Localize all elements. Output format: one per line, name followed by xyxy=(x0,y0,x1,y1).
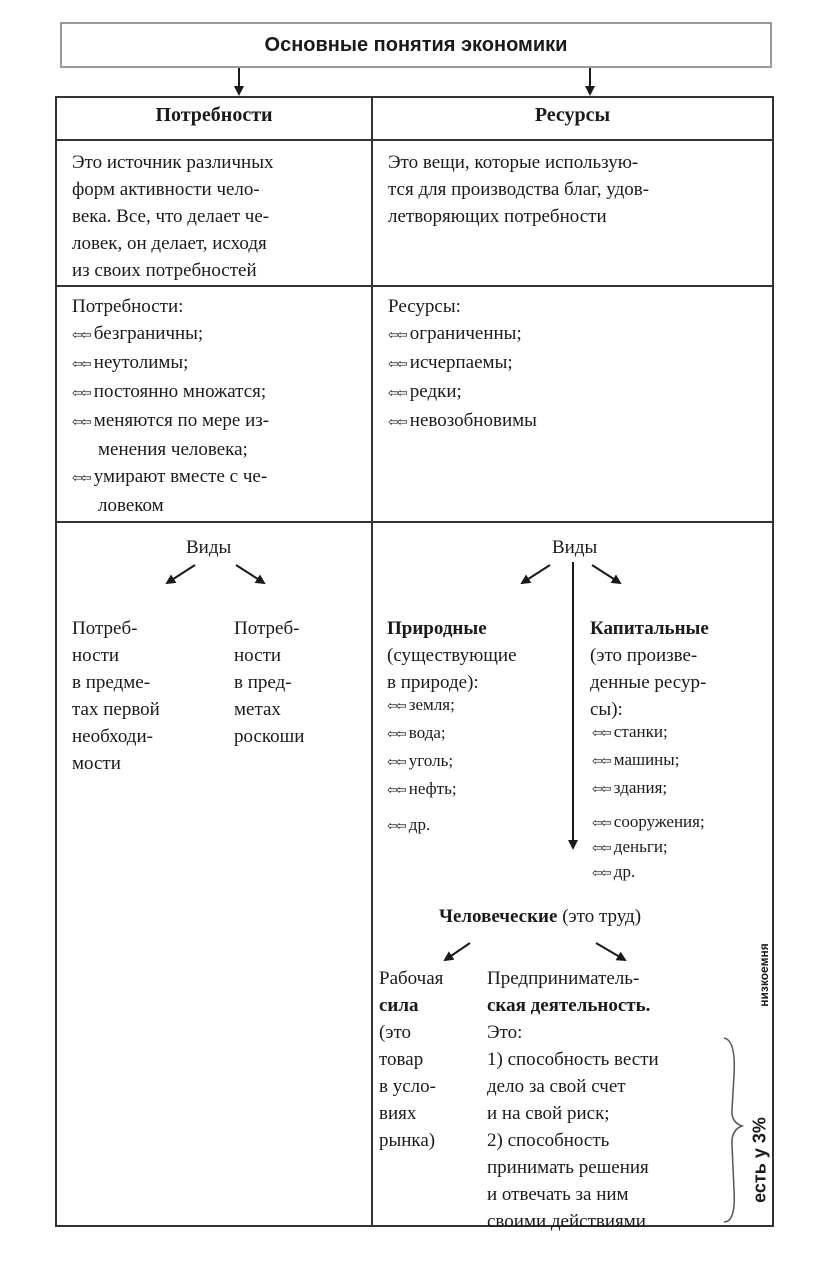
needs-kinds-label: Виды xyxy=(186,537,232,558)
double-left-arrow-icon: ⇦⇦ xyxy=(388,386,406,401)
natural-items xyxy=(387,692,457,840)
double-left-arrow-icon: ⇦⇦ xyxy=(592,816,610,831)
double-left-arrow-icon: ⇦⇦ xyxy=(592,866,610,881)
capital-resources: Капитальные (это произве- денные ресур- сы): xyxy=(590,615,709,723)
list-item: ⇦⇦ безграничны; xyxy=(72,323,204,344)
list-item: ⇦⇦ уголь; xyxy=(387,751,454,770)
double-left-arrow-icon: ⇦⇦ xyxy=(387,783,405,798)
list-item: ⇦⇦ нефть; xyxy=(387,779,457,798)
human-resources xyxy=(439,903,641,930)
double-left-arrow-icon: ⇦⇦ xyxy=(388,328,406,343)
resources-properties xyxy=(388,293,537,436)
human-title: Человеческие xyxy=(439,906,558,927)
resources-header: Ресурсы xyxy=(534,104,611,126)
double-left-arrow-icon: ⇦⇦ xyxy=(387,755,405,770)
list-item: ⇦⇦ др. xyxy=(387,815,431,834)
list-item: ⇦⇦ редки; xyxy=(388,381,462,402)
capital-items xyxy=(592,719,705,887)
double-left-arrow-icon: ⇦⇦ xyxy=(72,328,90,343)
capital-title: Капитальные xyxy=(590,618,709,639)
double-left-arrow-icon: ⇦⇦ xyxy=(387,819,405,834)
needs-properties: Потребности: ⇦⇦ безграничны; ⇦⇦ неутолимы; ⇦⇦ постоянно множатся; ⇦⇦ меняются по мере из- менения человека; ⇦⇦ умирают вместе с че- ловеком xyxy=(72,293,269,519)
list-item: ⇦⇦ меняются по мере из- xyxy=(72,410,270,431)
side-note-bottom: есть у 3% xyxy=(749,1117,770,1203)
double-left-arrow-icon: ⇦⇦ xyxy=(72,357,90,372)
resources-properties-title: Ресурсы: xyxy=(388,296,461,317)
human-note: (это труд) xyxy=(562,906,642,927)
list-item: ⇦⇦ др. xyxy=(592,862,636,881)
double-left-arrow-icon: ⇦⇦ xyxy=(388,357,406,372)
list-item: ⇦⇦ земля; xyxy=(387,695,455,714)
page-title: Основные понятия экономики xyxy=(60,22,772,68)
list-item: ⇦⇦ машины; xyxy=(592,750,680,769)
curly-brace xyxy=(724,1038,742,1222)
needs-properties-title: Потребности: xyxy=(72,296,184,317)
double-left-arrow-icon: ⇦⇦ xyxy=(388,415,406,430)
natural-resources: Природные (существующие в природе): xyxy=(387,615,517,696)
resources-kinds-label: Виды xyxy=(552,537,598,558)
needs-header: Потребности xyxy=(155,104,273,126)
double-left-arrow-icon: ⇦⇦ xyxy=(72,471,90,486)
labor-force: Рабочая сила (это товар в усло- виях рынка) xyxy=(379,968,444,1151)
list-item: ⇦⇦ деньги; xyxy=(592,837,668,856)
list-item: ⇦⇦ ограниченны; xyxy=(388,323,522,344)
double-left-arrow-icon: ⇦⇦ xyxy=(72,386,90,401)
list-item: ⇦⇦ невозобновимы xyxy=(388,410,537,431)
needs-first-necessity: Потреб- ности в предме- тах первой необходи- мости xyxy=(72,618,160,774)
needs-luxury: Потреб- ности в пред- метах роскоши xyxy=(234,618,305,747)
double-left-arrow-icon: ⇦⇦ xyxy=(387,727,405,742)
list-item: ⇦⇦ станки; xyxy=(592,722,668,741)
double-left-arrow-icon: ⇦⇦ xyxy=(592,726,610,741)
double-left-arrow-icon: ⇦⇦ xyxy=(592,841,610,856)
double-left-arrow-icon: ⇦⇦ xyxy=(592,754,610,769)
double-left-arrow-icon: ⇦⇦ xyxy=(387,699,405,714)
arrow-needs-luxury xyxy=(236,565,264,583)
entrepreneurship: Предприниматель- ская деятельность. Это: 1) способность вести дело за свой счет и на свой риск; 2) способность принимать решения и отвечать за ним своими действиями xyxy=(487,968,659,1232)
arrow-needs-first xyxy=(167,565,195,583)
list-item: ⇦⇦ постоянно множатся; xyxy=(72,381,267,402)
resources-definition: Это вещи, которые использую- тся для производства благ, удов- летворяющих потребности xyxy=(388,152,650,227)
list-item: ⇦⇦ вода; xyxy=(387,723,446,742)
arrow-capital xyxy=(592,565,620,583)
arrow-entrepreneurship xyxy=(596,943,625,960)
arrow-labor xyxy=(445,943,470,960)
list-item: ⇦⇦ сооружения; xyxy=(592,812,705,831)
list-item: ⇦⇦ умирают вместе с че- xyxy=(72,466,268,487)
needs-definition: Это источник различных форм активности чело- века. Все, что делает че- ловек, он делает, исходя из своих потребностей xyxy=(72,152,274,281)
natural-title: Природные xyxy=(387,618,487,639)
arrow-natural xyxy=(522,565,550,583)
side-note-top: низкоемня xyxy=(757,943,771,1007)
list-item: ⇦⇦ исчерпаемы; xyxy=(388,352,513,373)
list-item: ⇦⇦ неутолимы; xyxy=(72,352,189,373)
double-left-arrow-icon: ⇦⇦ xyxy=(592,782,610,797)
list-item: ⇦⇦ здания; xyxy=(592,778,668,797)
double-left-arrow-icon: ⇦⇦ xyxy=(72,415,90,430)
